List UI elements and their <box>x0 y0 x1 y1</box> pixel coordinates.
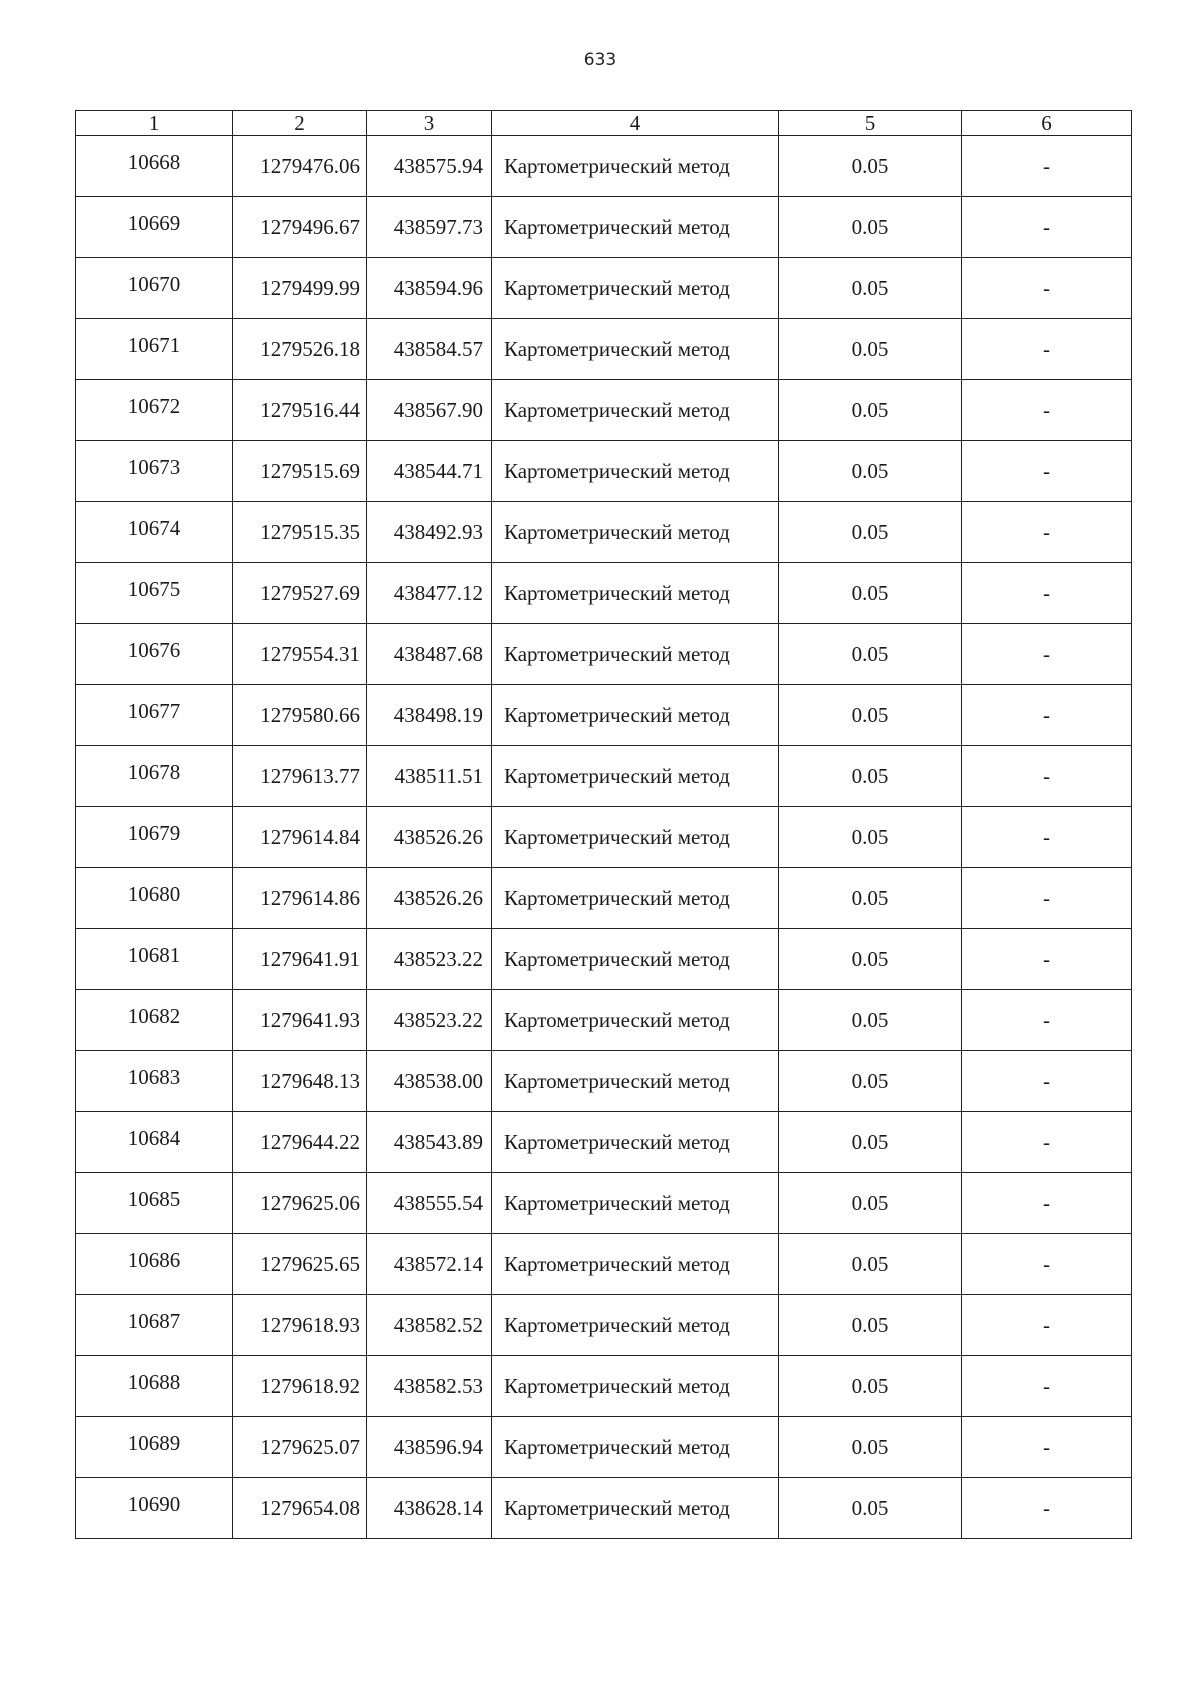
x-coordinate-cell: 1279648.13 <box>233 1051 367 1112</box>
x-coordinate-cell: 1279496.67 <box>233 197 367 258</box>
method-cell: Картометрический метод <box>492 1234 779 1295</box>
point-number-cell: 10688 <box>76 1356 233 1417</box>
header-row <box>76 111 1132 136</box>
x-coordinate-cell: 1279476.06 <box>233 136 367 197</box>
header-cell-6: 6 <box>962 111 1132 136</box>
note-cell: - <box>962 258 1132 319</box>
accuracy-cell: 0.05 <box>779 746 962 807</box>
accuracy-cell: 0.05 <box>779 929 962 990</box>
accuracy-cell: 0.05 <box>779 563 962 624</box>
y-coordinate-cell: 438523.22 <box>367 990 492 1051</box>
table-row <box>76 136 1132 197</box>
note-cell: - <box>962 929 1132 990</box>
header-cell-5: 5 <box>779 111 962 136</box>
note-cell: - <box>962 197 1132 258</box>
method-cell: Картометрический метод <box>492 1417 779 1478</box>
table-row <box>76 807 1132 868</box>
point-number-cell: 10682 <box>76 990 233 1051</box>
x-coordinate-cell: 1279580.66 <box>233 685 367 746</box>
note-cell: - <box>962 807 1132 868</box>
x-coordinate-cell: 1279625.07 <box>233 1417 367 1478</box>
accuracy-cell: 0.05 <box>779 441 962 502</box>
note-cell: - <box>962 868 1132 929</box>
y-coordinate-cell: 438543.89 <box>367 1112 492 1173</box>
point-number-cell: 10669 <box>76 197 233 258</box>
accuracy-cell: 0.05 <box>779 1173 962 1234</box>
header-cell-1: 1 <box>76 111 233 136</box>
method-cell: Картометрический метод <box>492 380 779 441</box>
method-cell: Картометрический метод <box>492 929 779 990</box>
y-coordinate-cell: 438487.68 <box>367 624 492 685</box>
table-row <box>76 929 1132 990</box>
y-coordinate-cell: 438582.52 <box>367 1295 492 1356</box>
table-row <box>76 563 1132 624</box>
point-number-cell: 10668 <box>76 136 233 197</box>
accuracy-cell: 0.05 <box>779 502 962 563</box>
page-number: 633 <box>583 50 617 70</box>
accuracy-cell: 0.05 <box>779 1051 962 1112</box>
point-number-cell: 10684 <box>76 1112 233 1173</box>
note-cell: - <box>962 441 1132 502</box>
y-coordinate-cell: 438582.53 <box>367 1356 492 1417</box>
table-row <box>76 197 1132 258</box>
y-coordinate-cell: 438596.94 <box>367 1417 492 1478</box>
x-coordinate-cell: 1279499.99 <box>233 258 367 319</box>
accuracy-cell: 0.05 <box>779 807 962 868</box>
header-cell-4: 4 <box>492 111 779 136</box>
accuracy-cell: 0.05 <box>779 624 962 685</box>
table-row <box>76 1356 1132 1417</box>
accuracy-cell: 0.05 <box>779 868 962 929</box>
x-coordinate-cell: 1279614.86 <box>233 868 367 929</box>
method-cell: Картометрический метод <box>492 136 779 197</box>
x-coordinate-cell: 1279618.93 <box>233 1295 367 1356</box>
accuracy-cell: 0.05 <box>779 1417 962 1478</box>
method-cell: Картометрический метод <box>492 319 779 380</box>
table-row <box>76 1234 1132 1295</box>
point-number-cell: 10676 <box>76 624 233 685</box>
accuracy-cell: 0.05 <box>779 380 962 441</box>
header-cell-2: 2 <box>233 111 367 136</box>
point-number-cell: 10680 <box>76 868 233 929</box>
x-coordinate-cell: 1279527.69 <box>233 563 367 624</box>
accuracy-cell: 0.05 <box>779 990 962 1051</box>
point-number-cell: 10685 <box>76 1173 233 1234</box>
point-number-cell: 10673 <box>76 441 233 502</box>
table-row <box>76 1173 1132 1234</box>
accuracy-cell: 0.05 <box>779 1356 962 1417</box>
x-coordinate-cell: 1279641.93 <box>233 990 367 1051</box>
method-cell: Картометрический метод <box>492 868 779 929</box>
point-number-cell: 10681 <box>76 929 233 990</box>
method-cell: Картометрический метод <box>492 441 779 502</box>
accuracy-cell: 0.05 <box>779 1295 962 1356</box>
table-row <box>76 624 1132 685</box>
note-cell: - <box>962 1356 1132 1417</box>
y-coordinate-cell: 438526.26 <box>367 868 492 929</box>
note-cell: - <box>962 624 1132 685</box>
y-coordinate-cell: 438572.14 <box>367 1234 492 1295</box>
y-coordinate-cell: 438567.90 <box>367 380 492 441</box>
note-cell: - <box>962 136 1132 197</box>
coordinates-table <box>75 110 1132 1539</box>
y-coordinate-cell: 438594.96 <box>367 258 492 319</box>
point-number-cell: 10679 <box>76 807 233 868</box>
accuracy-cell: 0.05 <box>779 1478 962 1539</box>
x-coordinate-cell: 1279641.91 <box>233 929 367 990</box>
table-row <box>76 319 1132 380</box>
point-number-cell: 10670 <box>76 258 233 319</box>
table-row <box>76 1295 1132 1356</box>
y-coordinate-cell: 438584.57 <box>367 319 492 380</box>
x-coordinate-cell: 1279526.18 <box>233 319 367 380</box>
accuracy-cell: 0.05 <box>779 258 962 319</box>
method-cell: Картометрический метод <box>492 502 779 563</box>
table-row <box>76 685 1132 746</box>
x-coordinate-cell: 1279654.08 <box>233 1478 367 1539</box>
y-coordinate-cell: 438526.26 <box>367 807 492 868</box>
table-row <box>76 990 1132 1051</box>
method-cell: Картометрический метод <box>492 563 779 624</box>
point-number-cell: 10677 <box>76 685 233 746</box>
method-cell: Картометрический метод <box>492 685 779 746</box>
x-coordinate-cell: 1279515.69 <box>233 441 367 502</box>
method-cell: Картометрический метод <box>492 1112 779 1173</box>
y-coordinate-cell: 438523.22 <box>367 929 492 990</box>
y-coordinate-cell: 438498.19 <box>367 685 492 746</box>
method-cell: Картометрический метод <box>492 990 779 1051</box>
note-cell: - <box>962 1051 1132 1112</box>
note-cell: - <box>962 502 1132 563</box>
table-row <box>76 1478 1132 1539</box>
note-cell: - <box>962 1417 1132 1478</box>
point-number-cell: 10683 <box>76 1051 233 1112</box>
method-cell: Картометрический метод <box>492 1295 779 1356</box>
y-coordinate-cell: 438575.94 <box>367 136 492 197</box>
accuracy-cell: 0.05 <box>779 197 962 258</box>
x-coordinate-cell: 1279644.22 <box>233 1112 367 1173</box>
method-cell: Картометрический метод <box>492 258 779 319</box>
table-row <box>76 258 1132 319</box>
table-body <box>76 136 1132 1539</box>
y-coordinate-cell: 438628.14 <box>367 1478 492 1539</box>
method-cell: Картометрический метод <box>492 624 779 685</box>
y-coordinate-cell: 438544.71 <box>367 441 492 502</box>
accuracy-cell: 0.05 <box>779 1234 962 1295</box>
method-cell: Картометрический метод <box>492 746 779 807</box>
method-cell: Картометрический метод <box>492 807 779 868</box>
accuracy-cell: 0.05 <box>779 319 962 380</box>
table-row <box>76 746 1132 807</box>
note-cell: - <box>962 1478 1132 1539</box>
point-number-cell: 10672 <box>76 380 233 441</box>
method-cell: Картометрический метод <box>492 1173 779 1234</box>
accuracy-cell: 0.05 <box>779 685 962 746</box>
x-coordinate-cell: 1279625.06 <box>233 1173 367 1234</box>
y-coordinate-cell: 438597.73 <box>367 197 492 258</box>
accuracy-cell: 0.05 <box>779 136 962 197</box>
header-cell-3: 3 <box>367 111 492 136</box>
table-row <box>76 441 1132 502</box>
point-number-cell: 10678 <box>76 746 233 807</box>
note-cell: - <box>962 1112 1132 1173</box>
point-number-cell: 10687 <box>76 1295 233 1356</box>
x-coordinate-cell: 1279554.31 <box>233 624 367 685</box>
note-cell: - <box>962 746 1132 807</box>
y-coordinate-cell: 438555.54 <box>367 1173 492 1234</box>
x-coordinate-cell: 1279515.35 <box>233 502 367 563</box>
point-number-cell: 10690 <box>76 1478 233 1539</box>
note-cell: - <box>962 1173 1132 1234</box>
point-number-cell: 10674 <box>76 502 233 563</box>
x-coordinate-cell: 1279618.92 <box>233 1356 367 1417</box>
point-number-cell: 10675 <box>76 563 233 624</box>
y-coordinate-cell: 438477.12 <box>367 563 492 624</box>
table-row <box>76 1112 1132 1173</box>
note-cell: - <box>962 990 1132 1051</box>
table-row <box>76 380 1132 441</box>
point-number-cell: 10671 <box>76 319 233 380</box>
x-coordinate-cell: 1279614.84 <box>233 807 367 868</box>
x-coordinate-cell: 1279613.77 <box>233 746 367 807</box>
table-row <box>76 868 1132 929</box>
method-cell: Картометрический метод <box>492 1051 779 1112</box>
accuracy-cell: 0.05 <box>779 1112 962 1173</box>
note-cell: - <box>962 685 1132 746</box>
point-number-cell: 10689 <box>76 1417 233 1478</box>
x-coordinate-cell: 1279516.44 <box>233 380 367 441</box>
method-cell: Картометрический метод <box>492 197 779 258</box>
y-coordinate-cell: 438511.51 <box>367 746 492 807</box>
note-cell: - <box>962 319 1132 380</box>
note-cell: - <box>962 1295 1132 1356</box>
note-cell: - <box>962 1234 1132 1295</box>
table-row <box>76 1051 1132 1112</box>
table-row <box>76 502 1132 563</box>
note-cell: - <box>962 563 1132 624</box>
y-coordinate-cell: 438492.93 <box>367 502 492 563</box>
x-coordinate-cell: 1279625.65 <box>233 1234 367 1295</box>
method-cell: Картометрический метод <box>492 1356 779 1417</box>
point-number-cell: 10686 <box>76 1234 233 1295</box>
y-coordinate-cell: 438538.00 <box>367 1051 492 1112</box>
method-cell: Картометрический метод <box>492 1478 779 1539</box>
table-row <box>76 1417 1132 1478</box>
note-cell: - <box>962 380 1132 441</box>
